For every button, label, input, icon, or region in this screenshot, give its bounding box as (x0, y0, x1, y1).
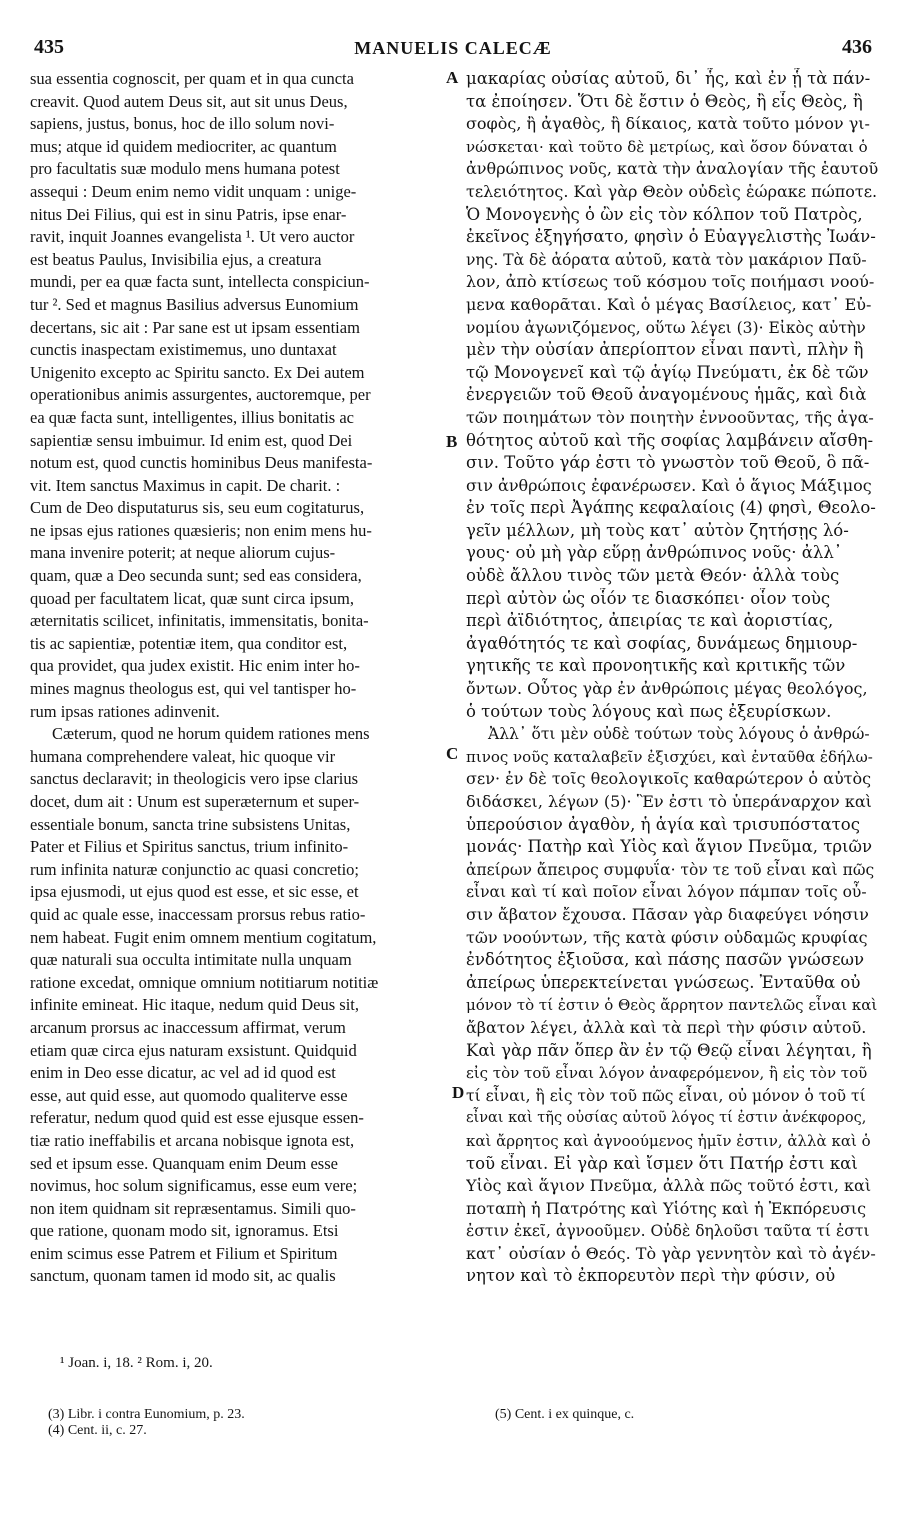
text-line: τῷ Μονογενεῖ καὶ τῷ ἁγίῳ Πνεύματι, ἐκ δὲ τῶν (466, 362, 869, 382)
text-line: σιν ἀνθρώποις ἐφανέρωσεν. Καὶ ὁ ἅγιος Μάξιμος (466, 475, 872, 495)
text-line: essentiale bonum, sancta trine subsistens Unitas, (30, 814, 351, 834)
text-line: νομίου ἀγωνιζόμενος, οὕτω λέγει (3)· Εἰκὸς αὐτὴν (466, 318, 866, 337)
text-line: ἐνδότητος ἐξιοῦσα, καὶ πάσης πασῶν γνώσεων (466, 950, 864, 970)
text-line: creavit. Quod autem Deus sit, aut sit unus Deus, (30, 91, 348, 111)
text-line: que ratione, quonam modo sit, ignoramus. Etsi (30, 1221, 339, 1241)
text-line: τί εἶναι, ἢ εἰς τὸν τοῦ πῶς εἶναι, οὐ μόνον ὁ τοῦ τί (466, 1086, 866, 1105)
text-line: Cum de Deo disputaturus sis, seu eum cogitaturus, (30, 498, 365, 518)
text-line: ἀπείρως ὑπερεκτείνεται γνώσεως. Ἐνταῦθα οὐ (466, 972, 861, 992)
text-line: notum est, quod cunctis hominibus Deus manifesta- (30, 453, 373, 473)
text-line: ne ipsas ejus rationes quæsieris; non enim mens hu- (30, 520, 372, 540)
text-line: ἀνθρώπινος νοῦς, κατὰ τὴν ἀναλογίαν τῆς ἑαυτοῦ (466, 159, 878, 179)
text-line: ἐνεργειῶν τοῦ Θεοῦ ἀναγομένους ἡμᾶς, καὶ διὰ (466, 385, 867, 405)
text-line: infinite emineat. Hic itaque, nedum quid Deus sit, (30, 995, 360, 1015)
text-line: sanctus declaravit; in theologicis vero ipse clarius (30, 769, 359, 789)
text-line: μὲν τὴν οὐσίαν ἀπερίοπτον εἶναι παντὶ, πλὴν ἢ (466, 340, 864, 360)
text-line: ἀγαθότητός τε καὶ σοφίας, δυνάμεως δημιουρ- (466, 633, 858, 653)
text-line: qua providet, qua judex existit. Hic enim inter ho- (30, 656, 360, 676)
text-line: novimus, hoc solum significamus, esse eum vere; (30, 1176, 358, 1196)
text-line: περὶ ἀϊδιότητος, ἀπειρίας τε καὶ ἀοριστίας, (466, 611, 834, 631)
text-line: μακαρίας οὐσίας αὐτοῦ, δι᾽ ἧς, καὶ ἐν ᾗ τὰ πάν- (466, 69, 871, 88)
text-line: quæ naturali sua occulta intimitate nulla unquam (30, 950, 352, 970)
text-line: ἀπείρων ἄπειρος συμφυΐα· τὸν τε τοῦ εἶναι καὶ πῶς (466, 860, 875, 879)
text-line: θότητος αὐτοῦ καὶ τῆς σοφίας λαμβάνειν αἴσθη- (466, 430, 874, 450)
page-number-right: 436 (842, 36, 872, 58)
footnote-5: (5) Cent. i ex quinque, c. (495, 1407, 635, 1422)
text-line: sapientiæ sensu imbuimur. Id enim est, quod Dei (30, 430, 353, 450)
text-line: τοῦ εἶναι. Εἰ γὰρ καὶ ἴσμεν ὅτι Πατήρ ἐστι καὶ (466, 1153, 858, 1173)
text-line: σοφὸς, ἢ ἀγαθὸς, ἢ δίκαιος, κατὰ τοῦτο μόνον γι- (466, 114, 870, 134)
margin-marker-c: C (446, 744, 459, 763)
text-line: νης. Τὰ δὲ ἀόρατα αὐτοῦ, κατὰ τὸν μακάριον Παῦ- (466, 250, 867, 269)
text-line: sua essentia cognoscit, per quam et in qua cuncta (30, 69, 354, 88)
text-line: εἶναι καὶ τῆς οὐσίας αὐτοῦ λόγος τί ἐστιν ἀνέκφορος, (466, 1110, 867, 1127)
text-line: μονάς· Πατὴρ καὶ Υἱὸς καὶ ἅγιον Πνεῦμα, τριῶν (466, 837, 872, 857)
text-line: sed et ipsum esse. Quanquam enim Deum esse (30, 1153, 338, 1173)
text-line: rum infinita naturæ conjunctio ac quasi concretio; (30, 859, 359, 879)
text-line: ratione excedat, omnique omnium notitiarum notitiæ (30, 972, 379, 992)
text-line: rum ipsas rationes adinvenit. (30, 701, 220, 721)
text-line: enim in Deo esse dicatur, ac vel ad id quod est (30, 1063, 336, 1083)
text-line: quam, quæ a Deo secunda sunt; sed eas considera, (30, 566, 362, 586)
text-line: vit. Item sanctus Maximus in capit. De charit. : (30, 475, 341, 495)
text-line: assequi : Deum enim nemo vidit unquam : unige- (30, 181, 357, 201)
text-line: nem habeat. Fugit enim omnem mentium cogitatum, (30, 927, 377, 947)
text-line: εἰς τὸν τοῦ εἶναι λόγον ἀναφερόμενον, ἢ εἰς τὸν τοῦ (466, 1064, 868, 1083)
running-title: MANUELIS CALECÆ (354, 38, 552, 58)
text-line: tur ². Sed et magnus Basilius adversus Eunomium (30, 294, 359, 314)
text-line: ὑπερούσιον ἀγαθὸν, ἡ ἁγία καὶ τρισυπόστατος (466, 814, 860, 834)
text-line: esse, aut quid esse, aut quomodo qualiterve esse (30, 1085, 348, 1105)
text-line: quid ac quale esse, inaccessam prorsus rebus ratio- (30, 904, 366, 924)
text-line: περὶ αὐτὸν ὡς οἷόν τε διασκόπει· οἷον τοὺς (466, 588, 831, 608)
text-line: æternitatis scilicet, infinitatis, immensitatis, bonita- (30, 611, 369, 631)
page-number-left: 435 (34, 36, 64, 58)
text-line: decertans, sic ait : Par sane est ut ipsam essentiam (30, 317, 360, 337)
text-line: τελειότητος. Καὶ γὰρ Θεὸν οὐδεὶς ἑώρακε πώποτε. (466, 181, 878, 201)
text-line: οὐδὲ ἄλλου τινὸς τῶν μετὰ Θεόν· ἀλλὰ τοὺς (466, 566, 840, 586)
text-line: ἐν τοῖς περὶ Ἀγάπης κεφαλαίοις (4) φησὶ, Θεολο- (466, 498, 876, 518)
text-line: ἐκεῖνος ἐξηγήσατο, φησὶν ὁ Εὐαγγελιστὴς Ἰωάν- (466, 227, 876, 247)
text-line: Ἀλλ᾽ ὅτι μὲν οὐδὲ τούτων τοὺς λόγους ὁ ἀνθρώ- (488, 725, 870, 744)
text-line: Καὶ γὰρ πᾶν ὅπερ ἂν ἐν τῷ Θεῷ εἶναι λέγηται, ἢ (466, 1040, 872, 1060)
text-line: enim scimus esse Patrem et Filium et Spiritum (30, 1243, 338, 1263)
text-line: τῶν νοούντων, τῆς κατὰ φύσιν οὐδαμῶς κρυφίας (466, 927, 868, 947)
text-line: μόνον τὸ τί ἐστιν ὁ Θεὸς ἄρρητον παντελῶς εἶναι καὶ (466, 996, 878, 1015)
text-line: ἐστιν ἐκεῖ, ἀγνοοῦμεν. Οὐδὲ δηλοῦσι ταῦτα τί ἐστι (466, 1222, 870, 1241)
text-line: μενα καθορᾶται. Καὶ ὁ μέγας Βασίλειος, κατ᾽ Εὐ- (466, 294, 872, 314)
text-line: sapiens, justus, bonus, hoc de illo solum novi- (30, 114, 335, 134)
text-line: operationibus animis assurgentes, auctoremque, per (30, 385, 371, 405)
text-line: humana comprehendere valeat, hic quoque vir (30, 746, 336, 766)
text-line: mana invenire poterit; at neque aliorum cujus- (30, 543, 336, 563)
footnote-4: (4) Cent. ii, c. 27. (48, 1423, 147, 1438)
text-line: ὁ τούτων τοὺς λόγους καὶ πως ἐξευρίσκων. (466, 701, 832, 721)
text-line: κατ᾽ οὐσίαν ὁ Θεός. Τὸ γὰρ γεννητὸν καὶ τὸ ἀγέν- (466, 1243, 876, 1263)
text-line: non item quidnam sit repræsentamus. Simili quo- (30, 1198, 356, 1218)
text-line: πινος νοῦς καταλαβεῖν ἐξισχύει, καὶ ἐνταῦθα ἐδήλω- (466, 747, 873, 766)
text-line: εἶναι καὶ τί καὶ ποῖον εἶναι λόγον πάμπαν τοῖς οὖ- (466, 883, 867, 902)
text-line: τῶν ποιημάτων τὸν ποιητὴν ἐννοοῦντας, τῆς ἀγα- (466, 407, 874, 427)
text-line: docet, dum ait : Unum est superæternum et super- (30, 792, 360, 811)
text-line: λον, ἀπὸ κτίσεως τοῦ κόσμου τοῖς ποιήμασι νοού- (466, 272, 875, 292)
text-line: σιν. Τοῦτο γάρ ἐστι τὸ γνωστὸν τοῦ Θεοῦ, ὃ πᾶ- (466, 453, 870, 473)
footnote-references: ¹ Joan. i, 18. ² Rom. i, 20. (60, 1355, 213, 1371)
text-line: sanctum, quonam tamen id modo sit, ac qualis (30, 1266, 336, 1286)
text-line: cunctis inaspectam existimemus, uno duntaxat (30, 340, 337, 360)
text-line: Cæterum, quod ne horum quidem rationes mens (52, 724, 370, 744)
text-line: γους· οὐ μὴ γὰρ εὕρῃ ἀνθρώπινος νοῦς· ἀλλ᾽ (466, 543, 843, 563)
latin-column (30, 68, 442, 1288)
text-line: ravit, inquit Joannes evangelista ¹. Ut vero auctor (30, 227, 355, 247)
page-header (34, 36, 872, 66)
text-line: referatur, nedum quod quid est esse ejusque essen- (30, 1108, 364, 1128)
text-line: ἄβατον λέγει, ἀλλὰ καὶ τὰ περὶ τὴν φύσιν αὐτοῦ. (466, 1017, 867, 1037)
text-line: τα ἐποίησεν. Ὅτι δὲ ἔστιν ὁ Θεὸς, ἢ εἷς Θεὸς, ἢ (466, 91, 863, 111)
text-line: quoad per facultatem licat, quæ sunt circa ipsum, (30, 588, 354, 608)
text-line: ποταπὴ ἡ Πατρότης καὶ Υἱότης καὶ ἡ Ἐκπόρευσις (466, 1198, 867, 1218)
text-line: γεῖν μέλλων, μὴ τοὺς κατ᾽ αὐτὸν ζητήσῃς λό- (466, 520, 849, 540)
text-line: διδάσκει, λέγων (5)· Ἓν ἐστι τὸ ὑπεράναρχον καὶ (466, 792, 872, 811)
text-line: γητικῆς τε καὶ προνοητικῆς καὶ κριτικῆς τῶν (466, 656, 846, 676)
text-line: est beatus Paulus, Invisibilia ejus, a creatura (30, 249, 322, 269)
text-line: σιν ἄβατον ἔχουσα. Πᾶσαν γὰρ διαφεύγει νόησιν (466, 904, 869, 924)
text-line: Ὁ Μονογενὴς ὁ ὢν εἰς τὸν κόλπον τοῦ Πατρὸς, (466, 204, 863, 224)
text-line: σεν· ἐν δὲ τοῖς θεολογικοῖς καθαρώτερον ὁ αὐτὸς (466, 769, 872, 789)
margin-marker-a: A (446, 68, 459, 87)
footnote-3: (3) Libr. i contra Eunomium, p. 23. (48, 1407, 245, 1422)
text-line: mus; atque id quidem mediocriter, ac quantum (30, 136, 337, 156)
text-line: Pater et Filius et Spiritus sanctus, trium infinito- (30, 837, 349, 857)
greek-column (466, 68, 878, 1288)
text-line: ea quæ facta sunt, intelligentes, illius bonitatis ac (30, 407, 354, 427)
text-line: etiam quæ circa ejus naturam exsistunt. Quidquid (30, 1040, 357, 1060)
text-line: nitus Dei Filius, qui est in sinu Patris, ipse enar- (30, 204, 347, 224)
text-line: tiæ ratio ineffabilis et arcana nobisque ignota est, (30, 1130, 355, 1150)
text-line: ipsa ejusmodi, ut ejus quod est esse, et sic esse, et (30, 882, 359, 902)
text-line: pro facultatis suæ modulo mens humana potest (30, 159, 340, 179)
text-line: arcanum prorsus ac inaccessum affirmat, verum (30, 1017, 346, 1037)
text-line: Υἱὸς καὶ ἅγιον Πνεῦμα, ἀλλὰ πῶς τοῦτό ἐστι, καὶ (466, 1176, 872, 1196)
text-line: mundi, per ea quæ facta sunt, intellecta conspiciun- (30, 272, 370, 292)
text-line: Unigenito excepto ac Spiritu sancto. Ex Dei autem (30, 362, 365, 382)
text-line: tis ac sapientiæ, potentiæ item, qua conditor est, (30, 633, 348, 653)
text-line: νώσκεται· καὶ τοῦτο δὲ μετρίως, καὶ ὅσον δύναται ὁ (466, 137, 868, 156)
text-line: mines magnus theologus est, qui vel tantisper ho- (30, 679, 357, 699)
margin-marker-d: D (452, 1083, 465, 1102)
margin-marker-b: B (446, 432, 458, 451)
text-line: καὶ ἄρρητος καὶ ἀγνοούμενος ἡμῖν ἐστιν, ἀλλὰ καὶ ὁ (466, 1131, 871, 1150)
text-line: νητον καὶ τὸ ἐκπορευτὸν περὶ τὴν φύσιν, οὐ (466, 1266, 836, 1286)
text-line: ὄντων. Οὗτος γὰρ ἐν ἀνθρώποις μέγας θεολόγος, (466, 679, 868, 699)
